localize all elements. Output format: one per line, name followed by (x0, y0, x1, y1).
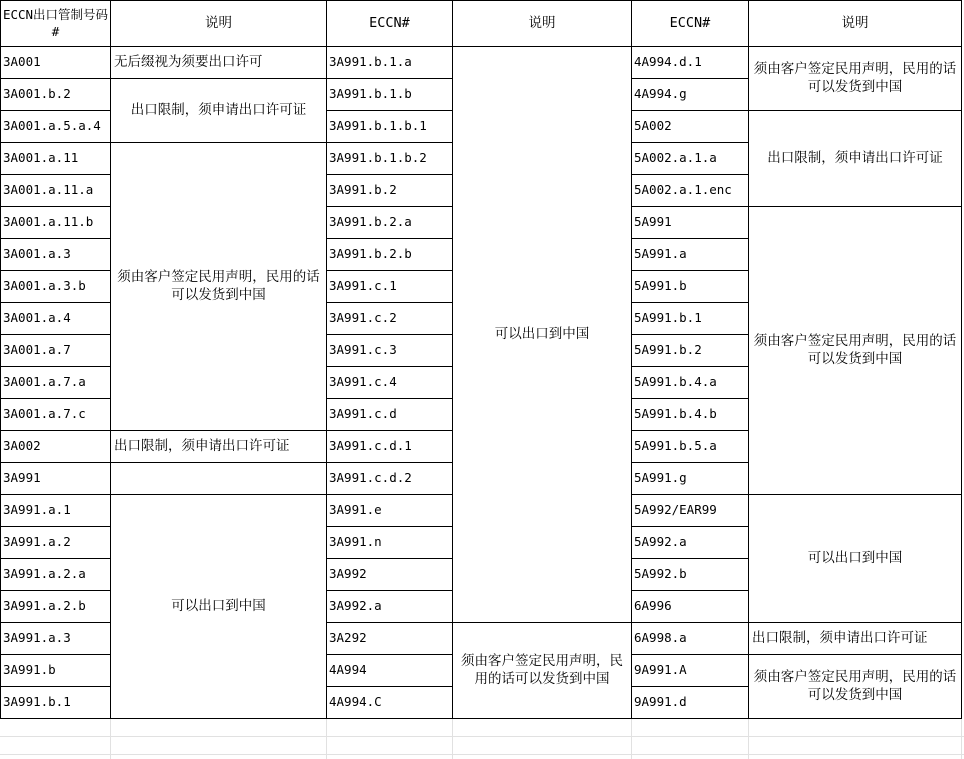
eccn-cell[interactable]: 5A002.a.1.enc (634, 182, 732, 197)
eccn-cell[interactable]: 3A991.c.4 (329, 374, 397, 389)
header-cell-desc-2[interactable]: 说明 (528, 15, 556, 31)
cell-border (0, 430, 111, 431)
description-cell[interactable]: 可以出口到中国 (171, 598, 266, 614)
eccn-cell[interactable]: 9A991.A (634, 662, 687, 677)
eccn-cell[interactable]: 3A001 (3, 54, 41, 69)
cell-border (0, 398, 111, 399)
eccn-cell[interactable]: 3A991.b.1.b (329, 86, 412, 101)
description-cell[interactable] (111, 462, 326, 494)
eccn-cell[interactable]: 3A991.e (329, 502, 382, 517)
eccn-cell[interactable]: 3A991.n (329, 534, 382, 549)
cell-border (631, 718, 749, 719)
description-cell[interactable]: 出口限制，须申请出口许可证 (752, 630, 928, 646)
eccn-cell[interactable]: 3A991.c.d.1 (329, 438, 412, 453)
description-cell[interactable]: 可以出口到中国 (494, 326, 590, 342)
cell-border (326, 110, 453, 111)
cell-border (0, 462, 111, 463)
eccn-cell[interactable]: 3A991.c.2 (329, 310, 397, 325)
cell-border (748, 718, 962, 719)
cell-border (0, 334, 111, 335)
header-cell-desc-1[interactable]: 说明 (205, 15, 232, 31)
cell-border (631, 366, 749, 367)
empty-col-gridline (631, 718, 632, 759)
eccn-cell[interactable]: 3A991.b.1.b.2 (329, 150, 427, 165)
cell-border (0, 0, 1, 719)
eccn-cell[interactable]: 3A991.a.2.b (3, 598, 86, 613)
eccn-cell[interactable]: 3A991.b.1.b.1 (329, 118, 427, 133)
empty-row-gridline (0, 754, 964, 755)
eccn-cell[interactable]: 5A991.a (634, 246, 687, 261)
eccn-cell[interactable]: 6A998.a (634, 630, 687, 645)
eccn-cell[interactable]: 3A991.c.1 (329, 278, 397, 293)
cell-border (961, 0, 962, 719)
eccn-cell[interactable]: 5A991 (634, 214, 672, 229)
eccn-cell[interactable]: 3A991.c.d.2 (329, 470, 412, 485)
cell-border (631, 622, 749, 623)
eccn-cell[interactable]: 3A991.a.2.a (3, 566, 86, 581)
cell-border (0, 302, 111, 303)
cell-border (326, 430, 453, 431)
eccn-cell[interactable]: 3A991.a.2 (3, 534, 71, 549)
eccn-cell[interactable]: 5A992.a (634, 534, 687, 549)
eccn-cell[interactable]: 3A991.b.2.b (329, 246, 412, 261)
cell-border (631, 110, 749, 111)
cell-border (326, 718, 453, 719)
eccn-cell[interactable]: 3A001.a.11 (3, 150, 79, 165)
eccn-cell[interactable]: 3A991.b.2 (329, 182, 397, 197)
eccn-cell[interactable]: 3A991.a.1 (3, 502, 71, 517)
eccn-cell[interactable]: 3A001.a.11.b (3, 214, 94, 229)
cell-border (631, 174, 749, 175)
eccn-cell[interactable]: 3A992 (329, 566, 367, 581)
eccn-cell[interactable]: 5A002.a.1.a (634, 150, 717, 165)
cell-border (748, 0, 749, 719)
eccn-cell[interactable]: 3A991.b.2.a (329, 214, 412, 229)
cell-border (110, 0, 111, 719)
description-cell[interactable]: 可以出口到中国 (807, 550, 903, 566)
eccn-cell[interactable]: 3A991.c.3 (329, 342, 397, 357)
cell-border (631, 302, 749, 303)
eccn-cell[interactable]: 5A991.b.4.b (634, 406, 717, 421)
cell-border (0, 558, 111, 559)
empty-col-gridline (748, 718, 749, 759)
eccn-cell[interactable]: 3A001.a.3 (3, 246, 71, 261)
cell-border (110, 718, 327, 719)
cell-border (631, 558, 749, 559)
cell-border (631, 0, 632, 719)
cell-border (326, 462, 453, 463)
cell-border (631, 462, 749, 463)
description-cell[interactable]: 出口限制，须申请出口许可证 (767, 150, 943, 166)
cell-border (0, 78, 111, 79)
cell-border (0, 174, 111, 175)
cell-border (0, 494, 111, 495)
cell-border (326, 622, 453, 623)
empty-col-gridline (452, 718, 453, 759)
eccn-cell[interactable]: 3A001.a.11.a (3, 182, 94, 197)
description-cell[interactable]: 须由客户签定民用声明，民用的话可以发货到中国 (753, 669, 957, 703)
cell-border (326, 334, 453, 335)
eccn-cell[interactable]: 3A001.a.7.c (3, 406, 86, 421)
cell-border (326, 686, 453, 687)
cell-border (326, 142, 453, 143)
cell-border (0, 654, 111, 655)
description-cell[interactable]: 无后缀视为须要出口许可 (114, 54, 263, 70)
eccn-cell[interactable]: 3A991.b.1 (3, 694, 71, 709)
cell-border (326, 590, 453, 591)
eccn-cell[interactable]: 3A991.b.1.a (329, 54, 412, 69)
eccn-cell[interactable]: 5A991.g (634, 470, 687, 485)
header-cell-eccn-2[interactable]: ECCN# (369, 15, 410, 31)
empty-col-gridline (110, 718, 111, 759)
cell-border (631, 654, 749, 655)
cell-border (631, 270, 749, 271)
cell-border (631, 206, 749, 207)
cell-border (326, 0, 327, 719)
cell-border (0, 206, 111, 207)
eccn-cell[interactable]: 3A001.a.3.b (3, 278, 86, 293)
empty-row-gridline (0, 736, 964, 737)
description-cell[interactable]: 须由客户签定民用声明，民用的话可以发货到中国 (461, 653, 623, 687)
eccn-cell[interactable]: 5A991.b.1 (634, 310, 702, 325)
eccn-cell[interactable]: 3A002 (3, 438, 41, 453)
cell-border (0, 622, 111, 623)
description-cell[interactable]: 出口限制，须申请出口许可证 (130, 102, 307, 118)
cell-border (452, 718, 632, 719)
cell-border (631, 526, 749, 527)
eccn-cell[interactable]: 6A996 (634, 598, 672, 613)
cell-border (0, 718, 111, 719)
eccn-cell[interactable]: 9A991.d (634, 694, 687, 709)
cell-border (326, 270, 453, 271)
eccn-cell[interactable]: 5A991.b.2 (634, 342, 702, 357)
cell-border (631, 686, 749, 687)
eccn-cell[interactable]: 4A994.C (329, 694, 382, 709)
eccn-cell[interactable]: 3A292 (329, 630, 367, 645)
cell-border (0, 238, 111, 239)
description-cell[interactable]: 须由客户签定民用声明，民用的话可以发货到中国 (753, 61, 957, 95)
eccn-cell[interactable]: 3A001.a.7.a (3, 374, 86, 389)
description-cell[interactable]: 须由客户签定民用声明，民用的话可以发货到中国 (753, 333, 957, 367)
cell-border (0, 110, 111, 111)
cell-border (0, 590, 111, 591)
eccn-cell[interactable]: 3A992.a (329, 598, 382, 613)
cell-border (0, 46, 962, 47)
eccn-cell[interactable]: 3A001.b.2 (3, 86, 71, 101)
cell-border (326, 302, 453, 303)
cell-border (631, 238, 749, 239)
eccn-cell[interactable]: 5A992/EAR99 (634, 502, 717, 517)
header-cell-desc-3[interactable]: 说明 (841, 15, 869, 31)
empty-col-gridline (326, 718, 327, 759)
cell-border (631, 398, 749, 399)
cell-border (326, 174, 453, 175)
eccn-cell[interactable]: 3A991.a.3 (3, 630, 71, 645)
eccn-cell[interactable]: 3A991.b (3, 662, 56, 677)
cell-border (326, 494, 453, 495)
cell-border (452, 0, 453, 719)
cell-border (0, 366, 111, 367)
eccn-cell[interactable]: 5A991.b (634, 278, 687, 293)
eccn-cell[interactable]: 3A001.a.5.a.4 (3, 118, 101, 133)
cell-border (326, 78, 453, 79)
cell-border (631, 334, 749, 335)
description-cell[interactable]: 出口限制，须申请出口许可证 (114, 438, 290, 454)
cell-border (0, 142, 111, 143)
eccn-cell[interactable]: 5A991.b.5.a (634, 438, 717, 453)
cell-border (631, 590, 749, 591)
cell-border (0, 270, 111, 271)
eccn-cell[interactable]: 3A001.a.7 (3, 342, 71, 357)
eccn-cell[interactable]: 4A994.g (634, 86, 687, 101)
description-cell[interactable]: 须由客户签定民用声明，民用的话可以发货到中国 (117, 269, 320, 303)
cell-border (631, 430, 749, 431)
cell-border (326, 526, 453, 527)
header-cell-eccn-3[interactable]: ECCN# (669, 15, 711, 31)
cell-border (326, 654, 453, 655)
cell-border (0, 0, 962, 1)
eccn-cell[interactable]: 5A992.b (634, 566, 687, 581)
cell-border (631, 494, 749, 495)
eccn-cell[interactable]: 3A991.c.d (329, 406, 397, 421)
eccn-cell[interactable]: 5A002 (634, 118, 672, 133)
cell-border (631, 78, 749, 79)
header-cell-eccn-1[interactable]: ECCN出口管制号码# (2, 7, 109, 39)
eccn-cell[interactable]: 4A994.d.1 (634, 54, 702, 69)
eccn-cell[interactable]: 3A991 (3, 470, 41, 485)
eccn-cell[interactable]: 3A001.a.4 (3, 310, 71, 325)
cell-border (0, 526, 111, 527)
cell-border (631, 142, 749, 143)
eccn-cell[interactable]: 5A991.b.4.a (634, 374, 717, 389)
eccn-cell[interactable]: 4A994 (329, 662, 367, 677)
cell-border (326, 558, 453, 559)
cell-border (0, 686, 111, 687)
empty-col-gridline (961, 718, 962, 759)
cell-border (326, 206, 453, 207)
cell-border (326, 366, 453, 367)
cell-border (326, 238, 453, 239)
cell-border (326, 398, 453, 399)
